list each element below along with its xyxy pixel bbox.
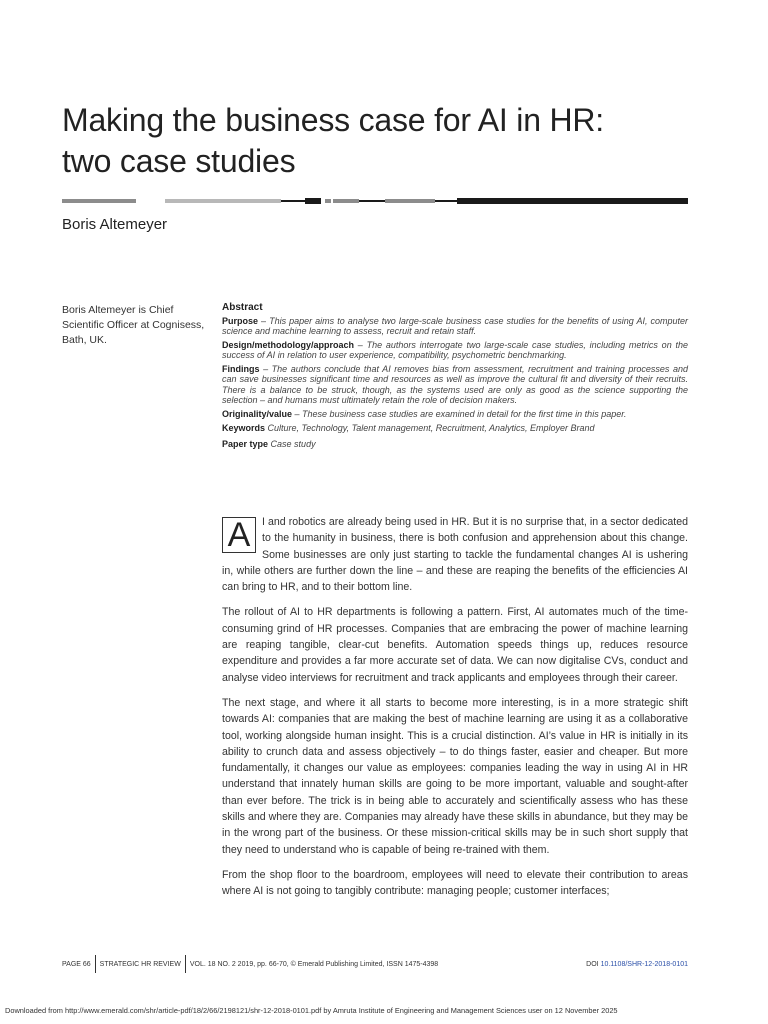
body-paragraph-1-text: I and robotics are already being used in HR. But it is no surprise that, in a sector dedicated to the humanity in business, there is both confusion and apprehension about this change. Some businesses are only just starting to tackle the fundamental changes AI is ushering in, while others are further down the line – and these are reaping the benefits of the efficiencies AI can bring to HR, and to their bottom line. (222, 516, 688, 594)
purpose-text: This paper aims to analyse two large-scale business case studies for the benefits of using AI, computer science and machine learning to assess, recruit and retain staff. (222, 315, 688, 336)
body-paragraph-4: From the shop floor to the boardroom, employees will need to elevate their contribution to areas where AI is not going to tangibly contribute: managing people; customer interfaces; (222, 868, 688, 898)
rule-segment (281, 200, 305, 202)
page-footer (62, 957, 688, 971)
abstract-findings: Findings – The authors conclude that AI removes bias from assessment, recruitment and training processes and can save businesses significant time and resources as well as improve the cultural fit and diversity of their recruits. There is a balance to be struck, though, as the systems used are only as good as the science supporting the selection – and humans must ultimately retain the role of decision makers. (222, 363, 688, 405)
journal-name: STRATEGIC HR REVIEW (99, 960, 181, 968)
doi-link[interactable]: 10.1108/SHR-12-2018-0101 (600, 960, 688, 968)
rule-segment (333, 199, 359, 203)
rule-segment (457, 198, 688, 204)
purpose-label: Purpose (222, 315, 259, 326)
paper-type-label: Paper type (222, 438, 269, 449)
download-note: Downloaded from http://www.emerald.com/shr/article-pdf/18/2/66/2198121/shr-12-2018-0101.pdf by Amruta Institute of Engineering and Management Sciences user on 12 November 2025 (5, 1006, 618, 1015)
abstract-paper-type (222, 439, 688, 450)
findings-text: The authors conclude that AI removes bias from assessment, recruitment and training processes and can save businesses significant time and resources as well as improve the cultural fit and diversity of their recruits. There is a balance to be struck, though, as the systems used are only as good as the science supporting the selection – and humans must ultimately retain the role of decision makers. (222, 363, 688, 405)
rule-segment (165, 199, 281, 203)
body-paragraph-3: The next stage, and where it all starts to become more interesting, is in a more strategic shift towards AI: companies that are making the best of machine learning are using it as a collaborative tool, working alongside human insight. This is a crucial distinction. AI’s value in HR is initially in its ability to crunch data and assess objectively – to do things faster, easier and cheaper. But more fundamentally, it changes our value as employees: companies leading the way in using AI in HR understand that innately human skills are going to be more important, valuable and sought-after than ever before. The trick is in being able to accurately and scientifically assess who has these skills and where they are. Companies may already have these skills in abundance, but they may be in the wrong part of the business. Or these mission-critical skills may be in such short supply that they need to understand who is capable of being re-trained with them. (222, 696, 688, 856)
rule-segment (435, 200, 457, 202)
abstract-originality: Originality/value – These business case studies are examined in detail for the first time in this paper. (222, 408, 627, 419)
article-title (62, 100, 722, 182)
title-divider-rule (62, 197, 688, 205)
journal-citation: VOL. 18 NO. 2 2019, pp. 66-70, © Emerald Publishing Limited, ISSN 1475-4398 (189, 960, 439, 968)
abstract-block (222, 303, 688, 449)
paper-type-text: Case study (270, 438, 316, 449)
keywords-text: Culture, Technology, Talent management, Recruitment, Analytics, Employer Brand (267, 423, 595, 433)
abstract-heading: Abstract (222, 302, 263, 313)
rule-segment (385, 199, 435, 203)
originality-text: These business case studies are examined in detail for the first time in this paper. (302, 408, 627, 419)
rule-segment (305, 198, 321, 204)
article-body (222, 514, 688, 909)
rule-segment (62, 199, 136, 203)
doi (586, 961, 688, 968)
abstract-keywords (222, 423, 688, 434)
rule-segment (359, 200, 385, 202)
originality-label: Originality/value (222, 408, 293, 419)
body-paragraph-2: The rollout of AI to HR departments is following a pattern. First, AI automates much of the time-consuming grind of HR processes. Companies that are embracing the power of machine learning are reaping tangible, clear-cut benefits. Automation speeds things up, reduces resource expenditure and provides a far more accurate set of data. We can now digitalise CVs, conduct and analyse video interviews for recruitment and track applicants and employees through their career. (222, 606, 688, 684)
design-label: Design/methodology/approach (222, 339, 355, 350)
drop-cap: A (222, 517, 256, 553)
keywords-label: Keywords (222, 423, 266, 433)
page-number: PAGE 66 (62, 960, 91, 968)
doi-label: DOI (586, 960, 599, 968)
rule-segment (325, 199, 331, 203)
abstract-purpose: Purpose – This paper aims to analyse two large-scale business case studies for the benefits of using AI, computer science and machine learning to assess, recruit and retain staff. (222, 315, 688, 336)
title-line-2: two case studies (62, 143, 296, 179)
author-name: Boris Altemeyer (62, 216, 168, 233)
author-affiliation: Boris Altemeyer is Chief Scientific Officer at Cognisess, Bath, UK. (62, 304, 205, 346)
footer-divider (185, 955, 186, 973)
footer-divider (95, 955, 96, 973)
abstract-design: Design/methodology/approach – The authors interrogate two large-scale case studies, including metrics on the success of AI in relation to user experience, compatibility, psychometric benchmarking. (222, 339, 688, 360)
body-paragraph-1 (222, 514, 688, 595)
title-line-1: Making the business case for AI in HR: (62, 102, 604, 138)
design-text: The authors interrogate two large-scale case studies, including metrics on the success of AI in relation to user experience, compatibility, psychometric benchmarking. (222, 339, 688, 360)
findings-label: Findings (222, 363, 260, 374)
